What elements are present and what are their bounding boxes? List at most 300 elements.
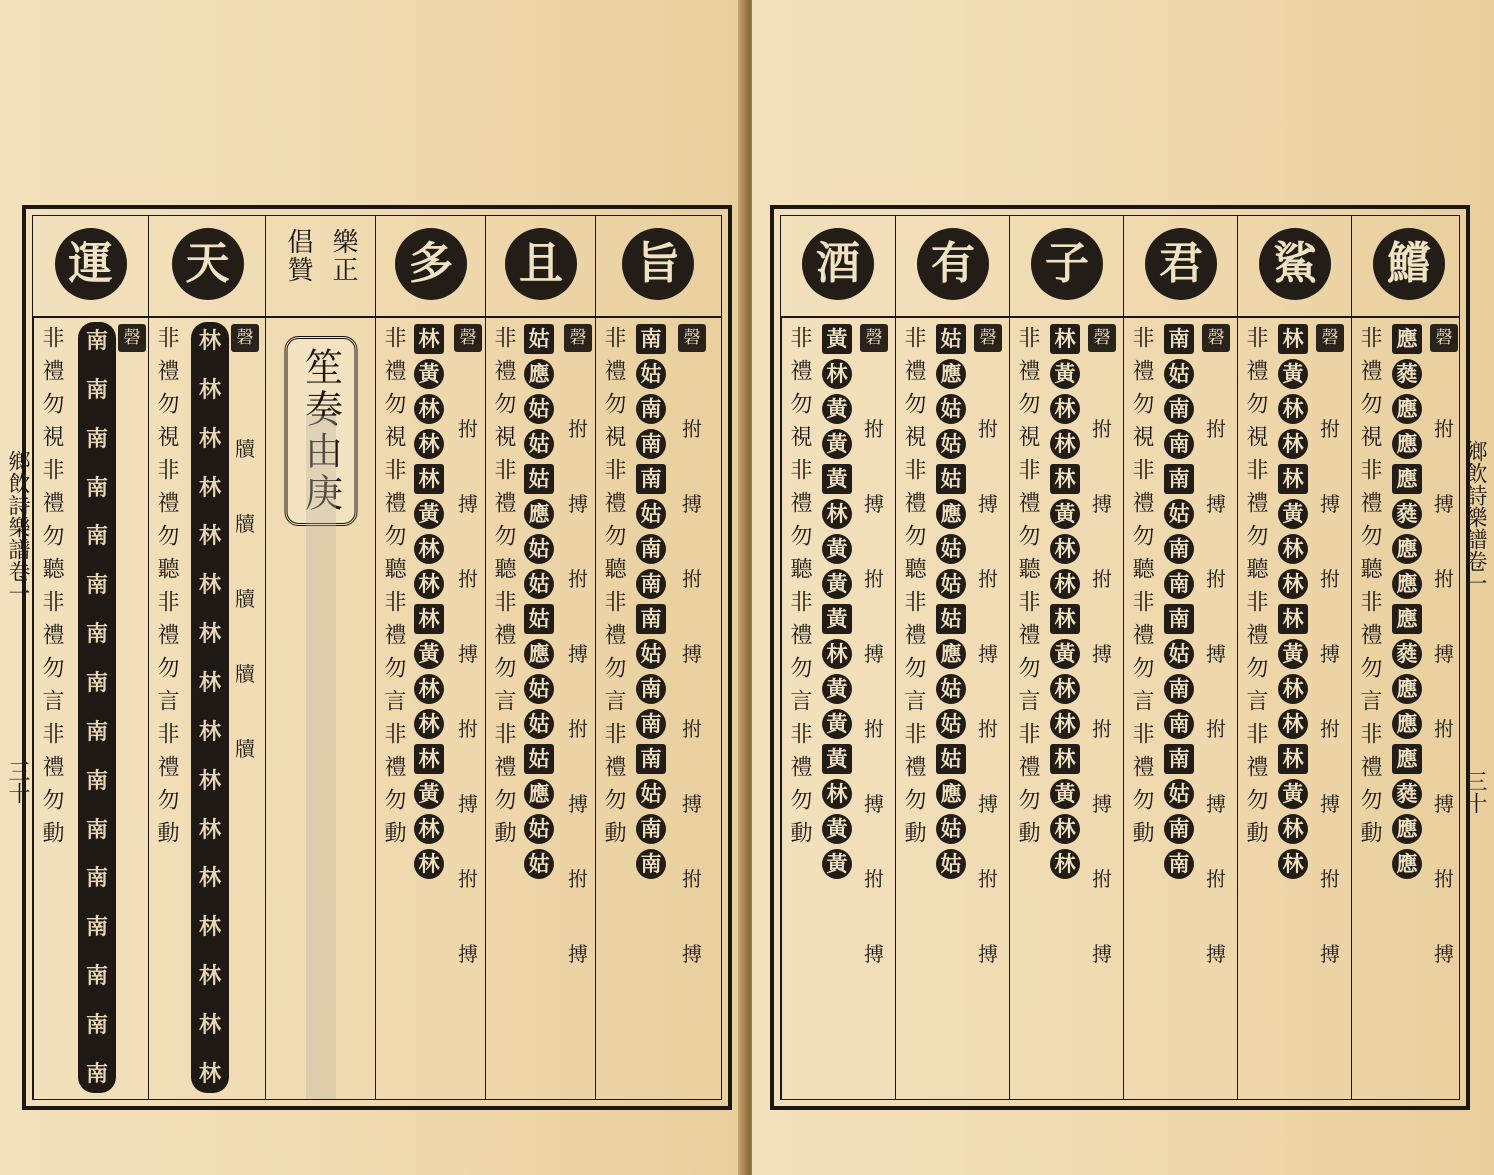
beat-bo: 搏 [682, 642, 702, 666]
beat-col-qie [564, 324, 592, 972]
note-黃: 黃 [822, 674, 852, 704]
note-南: 南 [636, 709, 666, 739]
beat-bo: 搏 [568, 492, 588, 516]
beat-bo: 搏 [978, 642, 998, 666]
du-beat: 牘 [235, 512, 255, 536]
beat-col [974, 324, 1002, 972]
beat-bo: 搏 [458, 792, 478, 816]
note-黃: 黃 [822, 534, 852, 564]
bar-note: 南 [85, 718, 108, 745]
beat-bo: 搏 [682, 792, 702, 816]
note-林: 林 [1278, 744, 1308, 774]
note-南: 南 [1164, 849, 1194, 879]
note-林: 林 [822, 359, 852, 389]
note-黃: 黃 [822, 394, 852, 424]
note-黃: 黃 [1278, 779, 1308, 809]
bar-yun [78, 322, 116, 1093]
head-col-duo [375, 216, 486, 316]
beat-fu: 拊 [568, 717, 588, 741]
note-林: 林 [1278, 709, 1308, 739]
note-林: 林 [1278, 604, 1308, 634]
du-beat: 牘 [235, 437, 255, 461]
note-南: 南 [1164, 814, 1194, 844]
note-應: 應 [936, 499, 966, 529]
bar-note: 南 [85, 572, 108, 599]
note-林: 林 [1278, 569, 1308, 599]
head-col-yuezheng [265, 216, 376, 316]
beat-bo: 搏 [1092, 792, 1112, 816]
note-姑: 姑 [936, 324, 966, 354]
beat-fu: 拊 [978, 567, 998, 591]
left-page [0, 0, 745, 1175]
beat-bo: 搏 [1092, 492, 1112, 516]
beat-fu: 拊 [682, 417, 702, 441]
note-應: 應 [1392, 674, 1422, 704]
head-col-5 [1351, 216, 1466, 316]
notes-col [1164, 324, 1194, 879]
beat-bo: 搏 [1320, 642, 1340, 666]
beat-bo: 搏 [1206, 942, 1226, 966]
note-姑: 姑 [936, 849, 966, 879]
right-page [752, 0, 1494, 1175]
note-林: 林 [1050, 429, 1080, 459]
note-林: 林 [414, 429, 444, 459]
note-姑: 姑 [524, 429, 554, 459]
note-黃: 黃 [414, 639, 444, 669]
note-姑: 姑 [936, 464, 966, 494]
beat-bo: 搏 [568, 942, 588, 966]
beat-bo: 搏 [568, 642, 588, 666]
note-林: 林 [1278, 324, 1308, 354]
note-林: 林 [1050, 814, 1080, 844]
beat-bo: 搏 [458, 942, 478, 966]
beat-fu: 拊 [1206, 717, 1226, 741]
right-margin-title: 鄉飲詩樂譜卷一 [1462, 440, 1487, 594]
beat-bo: 搏 [1434, 642, 1454, 666]
beat-fu: 拊 [1320, 867, 1340, 891]
note-南: 南 [636, 744, 666, 774]
note-林: 林 [414, 849, 444, 879]
note-林: 林 [414, 604, 444, 634]
du-beat: 牘 [235, 587, 255, 611]
lyrics: 非禮勿視非禮勿聽非禮勿言非禮勿動 [787, 326, 812, 854]
qing-tag: 磬 [1316, 324, 1344, 352]
note-林: 林 [1050, 849, 1080, 879]
bar-note: 林 [198, 963, 221, 990]
note-黃: 黃 [822, 324, 852, 354]
body-col-duo [375, 316, 486, 1099]
beat-bo: 搏 [1206, 492, 1226, 516]
note-林: 林 [1050, 604, 1080, 634]
note-南: 南 [1164, 324, 1194, 354]
body-col-right-4 [1237, 316, 1352, 1099]
bar-note: 南 [85, 865, 108, 892]
beat-fu: 拊 [1434, 717, 1454, 741]
bar-note: 林 [198, 425, 221, 452]
beat-fu: 拊 [978, 717, 998, 741]
beat-bo: 搏 [1320, 492, 1340, 516]
head-col-tian [148, 216, 266, 316]
lyrics: 非禮勿視非禮勿聽非禮勿言非禮勿動 [1129, 326, 1154, 854]
beat-fu: 拊 [1092, 867, 1112, 891]
beat-fu: 拊 [1320, 417, 1340, 441]
beat-col [1316, 324, 1344, 972]
note-黃: 黃 [1050, 359, 1080, 389]
note-應: 應 [1392, 324, 1422, 354]
note-應: 應 [1392, 394, 1422, 424]
beat-fu: 拊 [458, 717, 478, 741]
bar-note: 南 [85, 767, 108, 794]
note-南: 南 [1164, 569, 1194, 599]
beat-bo: 搏 [1320, 942, 1340, 966]
bar-note: 林 [198, 572, 221, 599]
bar-note: 南 [85, 523, 108, 550]
note-林: 林 [1278, 394, 1308, 424]
note-姑: 姑 [524, 744, 554, 774]
note-黃: 黃 [1050, 499, 1080, 529]
bar-note: 林 [198, 865, 221, 892]
note-姑: 姑 [936, 814, 966, 844]
lyrics: 非禮勿視非禮勿聽非禮勿言非禮勿動 [901, 326, 926, 854]
head-char-duo: 多 [395, 228, 467, 300]
beat-col-duo [454, 324, 482, 972]
note-姑: 姑 [524, 324, 554, 354]
note-姑: 姑 [1164, 499, 1194, 529]
beat-bo: 搏 [864, 792, 884, 816]
note-南: 南 [1164, 464, 1194, 494]
qing-tag: 磬 [454, 324, 482, 352]
note-應: 應 [1392, 709, 1422, 739]
head-col-zhi [595, 216, 720, 316]
beat-bo: 搏 [458, 492, 478, 516]
lyrics-qie: 非禮勿視非禮勿聽非禮勿言非禮勿動 [491, 326, 516, 854]
beat-fu: 拊 [682, 717, 702, 741]
beat-bo: 搏 [1092, 642, 1112, 666]
note-南: 南 [1164, 534, 1194, 564]
beat-bo: 搏 [978, 792, 998, 816]
note-黃: 黃 [822, 709, 852, 739]
bar-note: 南 [85, 328, 108, 354]
sheng-title-box: 笙奏由庚 [285, 336, 358, 526]
qing-tag-tian: 磬 [231, 324, 259, 352]
bar-note: 林 [198, 718, 221, 745]
beat-fu: 拊 [1206, 417, 1226, 441]
left-margin-title: 鄉飲詩樂譜卷一 [5, 450, 30, 604]
note-林: 林 [1050, 464, 1080, 494]
note-林: 林 [414, 744, 444, 774]
beat-bo: 搏 [978, 942, 998, 966]
bar-note: 林 [198, 670, 221, 697]
beat-fu: 拊 [864, 717, 884, 741]
notes-qie [524, 324, 554, 879]
note-姑: 姑 [1164, 359, 1194, 389]
note-應: 應 [524, 499, 554, 529]
note-姑: 姑 [524, 464, 554, 494]
beat-fu: 拊 [458, 417, 478, 441]
qing-tag: 磬 [1088, 324, 1116, 352]
head-char-qie: 且 [505, 228, 577, 300]
note-南: 南 [636, 534, 666, 564]
beat-bo: 搏 [568, 792, 588, 816]
head-changzan: 倡贊 [283, 228, 313, 284]
du-beat: 牘 [235, 737, 255, 761]
note-應: 應 [1392, 569, 1422, 599]
note-黃: 黃 [822, 814, 852, 844]
beat-fu: 拊 [864, 867, 884, 891]
beat-fu: 拊 [978, 867, 998, 891]
beat-bo: 搏 [682, 942, 702, 966]
bar-note: 南 [85, 670, 108, 697]
note-南: 南 [636, 604, 666, 634]
note-南: 南 [636, 674, 666, 704]
note-林: 林 [414, 814, 444, 844]
note-林: 林 [414, 709, 444, 739]
note-南: 南 [1164, 709, 1194, 739]
head-char: 鱨 [1373, 228, 1445, 300]
note-南: 南 [636, 569, 666, 599]
note-姑: 姑 [936, 674, 966, 704]
shade-strip [306, 416, 336, 1099]
note-南: 南 [1164, 744, 1194, 774]
notes-zhi [636, 324, 666, 879]
head-col-4 [1237, 216, 1352, 316]
beat-fu: 拊 [1434, 867, 1454, 891]
beat-fu: 拊 [458, 867, 478, 891]
note-林: 林 [1050, 394, 1080, 424]
notes-col [936, 324, 966, 879]
beat-bo: 搏 [682, 492, 702, 516]
note-姑: 姑 [936, 534, 966, 564]
beat-fu: 拊 [1320, 717, 1340, 741]
note-蕤: 蕤 [1392, 639, 1422, 669]
bar-note: 林 [198, 621, 221, 648]
qing-tag: 磬 [860, 324, 888, 352]
note-姑: 姑 [524, 709, 554, 739]
beat-col [860, 324, 888, 972]
note-應: 應 [1392, 429, 1422, 459]
beat-fu: 拊 [568, 417, 588, 441]
head-col-2 [1009, 216, 1124, 316]
bar-note: 林 [198, 328, 221, 354]
beat-fu: 拊 [1434, 417, 1454, 441]
head-char: 有 [917, 228, 989, 300]
note-林: 林 [1050, 709, 1080, 739]
bar-note: 南 [85, 914, 108, 941]
note-應: 應 [1392, 744, 1422, 774]
note-應: 應 [524, 359, 554, 389]
body-col-zhi [595, 316, 720, 1099]
bar-note: 南 [85, 816, 108, 843]
note-黃: 黃 [822, 569, 852, 599]
bar-note: 林 [198, 1012, 221, 1039]
beat-bo: 搏 [1434, 942, 1454, 966]
note-應: 應 [524, 779, 554, 809]
notes-col [1050, 324, 1080, 879]
beat-bo: 搏 [458, 642, 478, 666]
note-林: 林 [822, 779, 852, 809]
bar-note: 林 [198, 767, 221, 794]
note-黃: 黃 [822, 604, 852, 634]
left-header-row [33, 216, 721, 318]
head-char: 君 [1145, 228, 1217, 300]
note-應: 應 [936, 359, 966, 389]
note-應: 應 [1392, 464, 1422, 494]
note-南: 南 [636, 394, 666, 424]
note-姑: 姑 [524, 849, 554, 879]
qing-tag: 磬 [564, 324, 592, 352]
head-char-yun: 運 [55, 228, 127, 300]
beat-fu: 拊 [1092, 417, 1112, 441]
note-蕤: 蕤 [1392, 499, 1422, 529]
head-char-tian: 天 [172, 228, 244, 300]
note-林: 林 [1050, 674, 1080, 704]
note-林: 林 [1050, 324, 1080, 354]
note-黃: 黃 [414, 779, 444, 809]
note-南: 南 [1164, 394, 1194, 424]
qing-tag: 磬 [974, 324, 1002, 352]
head-col-3 [1123, 216, 1238, 316]
beat-fu: 拊 [1320, 567, 1340, 591]
note-黃: 黃 [1050, 779, 1080, 809]
beat-col [1430, 324, 1458, 972]
head-char-zhi: 旨 [622, 228, 694, 300]
note-黃: 黃 [1278, 499, 1308, 529]
body-col-qie [485, 316, 596, 1099]
bar-note: 林 [198, 474, 221, 501]
body-col-right-3 [1123, 316, 1238, 1099]
head-col-0 [781, 216, 895, 316]
note-南: 南 [1164, 429, 1194, 459]
beat-fu: 拊 [568, 867, 588, 891]
head-col-qie [485, 216, 596, 316]
body-col-yun [33, 316, 149, 1099]
left-margin-page: 三十 [5, 760, 30, 804]
beat-bo: 搏 [864, 492, 884, 516]
note-南: 南 [636, 849, 666, 879]
note-南: 南 [636, 464, 666, 494]
bar-note: 林 [198, 914, 221, 941]
note-林: 林 [1050, 534, 1080, 564]
note-姑: 姑 [636, 639, 666, 669]
note-黃: 黃 [822, 464, 852, 494]
note-姑: 姑 [636, 499, 666, 529]
bar-note: 林 [198, 376, 221, 403]
beat-bo: 搏 [1434, 792, 1454, 816]
bar-tian [191, 322, 229, 1093]
du-col-tian [231, 324, 259, 767]
beat-fu: 拊 [682, 867, 702, 891]
note-黃: 黃 [1050, 639, 1080, 669]
head-col-yun [33, 216, 148, 316]
note-應: 應 [936, 639, 966, 669]
beat-fu: 拊 [1434, 567, 1454, 591]
beat-fu: 拊 [978, 417, 998, 441]
bar-note: 南 [85, 963, 108, 990]
body-col-right-1 [895, 316, 1010, 1099]
beat-fu: 拊 [864, 417, 884, 441]
note-林: 林 [1278, 429, 1308, 459]
note-林: 林 [414, 569, 444, 599]
note-姑: 姑 [936, 394, 966, 424]
note-南: 南 [1164, 674, 1194, 704]
note-姑: 姑 [1164, 639, 1194, 669]
beat-fu: 拊 [1092, 717, 1112, 741]
note-林: 林 [414, 464, 444, 494]
note-姑: 姑 [524, 569, 554, 599]
head-yuezheng: 樂正 [328, 228, 358, 284]
note-姑: 姑 [936, 709, 966, 739]
note-姑: 姑 [936, 744, 966, 774]
notes-duo [414, 324, 444, 879]
note-姑: 姑 [1164, 779, 1194, 809]
notes-col [1392, 324, 1422, 879]
lyrics-tian: 非禮勿視非禮勿聽非禮勿言非禮勿動 [154, 326, 179, 854]
beat-fu: 拊 [458, 567, 478, 591]
note-姑: 姑 [524, 674, 554, 704]
beat-fu: 拊 [1092, 567, 1112, 591]
note-應: 應 [936, 779, 966, 809]
note-姑: 姑 [936, 604, 966, 634]
note-南: 南 [636, 324, 666, 354]
note-黃: 黃 [822, 744, 852, 774]
qing-tag: 磬 [1430, 324, 1458, 352]
bar-note: 南 [85, 425, 108, 452]
note-林: 林 [822, 639, 852, 669]
beat-bo: 搏 [1206, 642, 1226, 666]
body-col-right-2 [1009, 316, 1124, 1099]
beat-bo: 搏 [1320, 792, 1340, 816]
note-林: 林 [1278, 849, 1308, 879]
note-林: 林 [414, 324, 444, 354]
right-score-frame [770, 205, 1470, 1110]
lyrics: 非禮勿視非禮勿聽非禮勿言非禮勿動 [1357, 326, 1382, 854]
body-col-tian [148, 316, 266, 1099]
lyrics-duo: 非禮勿視非禮勿聽非禮勿言非禮勿動 [381, 326, 406, 854]
note-林: 林 [822, 499, 852, 529]
beat-bo: 搏 [864, 942, 884, 966]
lyrics: 非禮勿視非禮勿聽非禮勿言非禮勿動 [1243, 326, 1268, 854]
note-林: 林 [1278, 674, 1308, 704]
note-姑: 姑 [524, 534, 554, 564]
beat-bo: 搏 [864, 642, 884, 666]
right-margin-page: 三十 [1462, 770, 1487, 814]
lyrics-yun: 非禮勿視非禮勿聽非禮勿言非禮勿動 [39, 326, 64, 854]
note-林: 林 [414, 674, 444, 704]
note-蕤: 蕤 [1392, 359, 1422, 389]
head-char: 子 [1031, 228, 1103, 300]
beat-fu: 拊 [1206, 867, 1226, 891]
note-姑: 姑 [936, 429, 966, 459]
note-南: 南 [1164, 604, 1194, 634]
right-header-row [781, 216, 1459, 318]
bar-note: 林 [198, 1060, 221, 1087]
qing-tag: 磬 [1202, 324, 1230, 352]
note-林: 林 [414, 394, 444, 424]
note-林: 林 [1278, 464, 1308, 494]
body-col-sheng [265, 316, 376, 1099]
note-黃: 黃 [1278, 359, 1308, 389]
note-林: 林 [414, 534, 444, 564]
note-黃: 黃 [414, 359, 444, 389]
beat-fu: 拊 [1206, 567, 1226, 591]
beat-col [1088, 324, 1116, 972]
head-col-1 [895, 216, 1010, 316]
head-yuezheng-text [280, 228, 362, 284]
note-林: 林 [1278, 814, 1308, 844]
note-姑: 姑 [636, 779, 666, 809]
bar-note: 南 [85, 1060, 108, 1087]
head-char: 鯊 [1259, 228, 1331, 300]
